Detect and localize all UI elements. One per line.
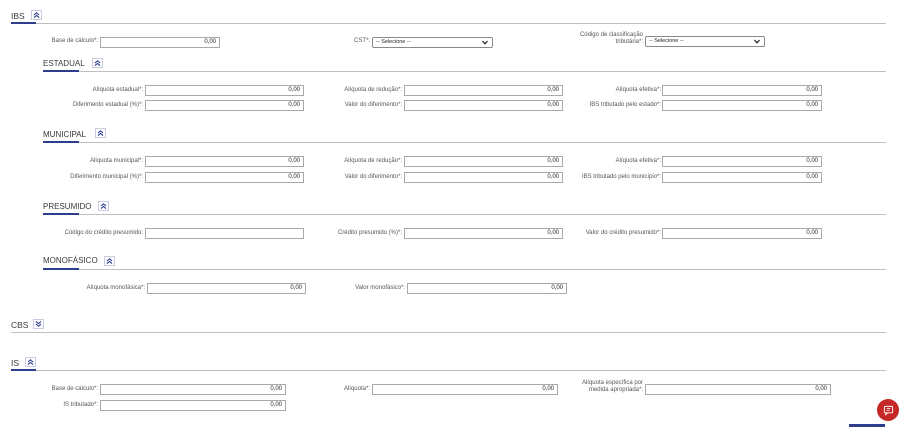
tributado-municipal-input[interactable]: 0,00 bbox=[662, 172, 822, 183]
valor-presumido-input[interactable]: 0,00 bbox=[662, 228, 822, 239]
valor-diferimento-estadual-label: Valor do diferimento*: bbox=[344, 102, 402, 108]
is-especifica-label: Alíquota específica por medida apropriada*: bbox=[581, 380, 643, 393]
classificacao-label: Código de classificação tributária*: bbox=[579, 32, 643, 45]
is-base-calculo-label: Base de cálculo*: bbox=[51, 386, 98, 392]
valor-monofasico-input[interactable]: 0,00 bbox=[407, 283, 567, 294]
cst-label: CST*: bbox=[353, 38, 370, 44]
efetiva-municipal-label: Alíquota efetiva*: bbox=[615, 158, 661, 164]
valor-diferimento-municipal-input[interactable]: 0,00 bbox=[404, 172, 563, 183]
valor-presumido-label: Valor do crédito presumido*: bbox=[585, 230, 661, 236]
efetiva-municipal-input[interactable]: 0,00 bbox=[662, 156, 822, 167]
chevron-double-up-icon bbox=[106, 258, 113, 264]
section-title-municipal: MUNICIPAL bbox=[43, 130, 86, 139]
chevron-double-up-icon bbox=[94, 60, 101, 66]
feedback-button[interactable] bbox=[877, 399, 899, 421]
aliquota-municipal-input[interactable]: 0,00 bbox=[145, 156, 304, 167]
diferimento-municipal-label: Diferimento municipal (%)*: bbox=[70, 174, 143, 180]
accent-is bbox=[11, 369, 36, 371]
efetiva-estadual-label: Alíquota efetiva*: bbox=[615, 87, 661, 93]
chevron-double-up-icon bbox=[33, 12, 40, 18]
toggle-municipal-button[interactable] bbox=[95, 128, 106, 138]
credito-presumido-input[interactable]: 0,00 bbox=[404, 228, 563, 239]
reducao-municipal-label: Alíquota de redução*: bbox=[344, 158, 402, 164]
chat-feedback-icon bbox=[883, 405, 894, 416]
section-title-presumido: PRESUMIDO bbox=[43, 202, 92, 211]
toggle-ibs-button[interactable] bbox=[31, 10, 42, 20]
toggle-cbs-button[interactable] bbox=[33, 319, 44, 329]
aliquota-municipal-label: Alíquota municipal*: bbox=[89, 158, 143, 164]
toggle-presumido-button[interactable] bbox=[98, 201, 109, 211]
tributado-estadual-input[interactable]: 0,00 bbox=[662, 100, 822, 111]
is-aliquota-input[interactable]: 0,00 bbox=[372, 384, 558, 395]
efetiva-estadual-input[interactable]: 0,00 bbox=[662, 85, 822, 96]
section-title-cbs: CBS bbox=[11, 320, 29, 330]
tributado-estadual-label: IBS tributado pelo estado*: bbox=[589, 102, 661, 108]
divider-municipal bbox=[43, 142, 886, 143]
aliquota-estadual-label: Alíquota estadual*: bbox=[92, 87, 143, 93]
divider-ibs bbox=[11, 23, 886, 24]
chevron-down-icon bbox=[482, 40, 488, 45]
chevron-down-icon bbox=[754, 39, 760, 44]
is-base-calculo-input[interactable]: 0,00 bbox=[100, 384, 286, 395]
chevron-double-up-icon bbox=[27, 359, 34, 365]
is-tributado-label: IS tributado*: bbox=[63, 402, 98, 408]
cst-select[interactable] bbox=[372, 37, 493, 48]
chevron-double-up-icon bbox=[97, 130, 104, 136]
valor-diferimento-municipal-label: Valor do diferimento*: bbox=[344, 174, 402, 180]
codigo-presumido-input[interactable] bbox=[145, 228, 304, 239]
diferimento-municipal-input[interactable]: 0,00 bbox=[145, 172, 304, 183]
base-calculo-input[interactable]: 0,00 bbox=[100, 37, 220, 48]
reducao-municipal-input[interactable]: 0,00 bbox=[404, 156, 563, 167]
chevron-double-up-icon bbox=[100, 203, 107, 209]
section-title-estadual: ESTADUAL bbox=[43, 59, 85, 68]
is-aliquota-label: Alíquota*: bbox=[343, 386, 370, 392]
toggle-estadual-button[interactable] bbox=[92, 58, 103, 68]
classificacao-select-value: -- Selecione -- bbox=[649, 38, 684, 44]
base-calculo-label: Base de cálculo*: bbox=[51, 38, 98, 44]
diferimento-estadual-label: Diferimento estadual (%)*: bbox=[72, 102, 143, 108]
classificacao-select[interactable] bbox=[645, 36, 765, 47]
section-title-ibs: IBS bbox=[11, 11, 25, 21]
aliquota-monofasica-input[interactable]: 0,00 bbox=[147, 283, 306, 294]
accent-municipal bbox=[43, 141, 79, 143]
is-especifica-input[interactable]: 0,00 bbox=[645, 384, 831, 395]
codigo-presumido-label: Código do crédito presumido: bbox=[64, 230, 143, 236]
reducao-estadual-input[interactable]: 0,00 bbox=[404, 85, 563, 96]
divider-cbs bbox=[11, 332, 886, 333]
accent-estadual bbox=[43, 70, 79, 72]
valor-diferimento-estadual-input[interactable]: 0,00 bbox=[404, 100, 563, 111]
divider-estadual bbox=[43, 71, 886, 72]
aliquota-monofasica-label: Alíquota monofásica*: bbox=[86, 285, 145, 291]
accent-presumido bbox=[43, 213, 79, 215]
valor-monofasico-label: Valor monofásico*: bbox=[355, 285, 405, 291]
section-title-is: IS bbox=[11, 358, 20, 368]
tributado-municipal-label: IBS tributado pelo município*: bbox=[581, 174, 661, 180]
toggle-monofasico-button[interactable] bbox=[104, 256, 115, 266]
accent-ibs bbox=[11, 22, 36, 24]
divider-presumido bbox=[43, 214, 886, 215]
cst-select-value: -- Selecione -- bbox=[376, 39, 411, 45]
toggle-is-button[interactable] bbox=[25, 357, 36, 367]
credito-presumido-label: Crédito presumido (%)*: bbox=[337, 230, 402, 236]
reducao-estadual-label: Alíquota de redução*: bbox=[344, 87, 402, 93]
chevron-double-down-icon bbox=[35, 321, 42, 327]
accent-monofasico bbox=[43, 268, 79, 270]
is-tributado-input[interactable]: 0,00 bbox=[100, 400, 286, 411]
divider-is bbox=[11, 370, 886, 371]
aliquota-estadual-input[interactable]: 0,00 bbox=[145, 85, 304, 96]
section-title-monofasico: MONOFÁSICO bbox=[43, 256, 98, 265]
divider-monofasico bbox=[43, 269, 886, 270]
diferimento-estadual-input[interactable]: 0,00 bbox=[145, 100, 304, 111]
